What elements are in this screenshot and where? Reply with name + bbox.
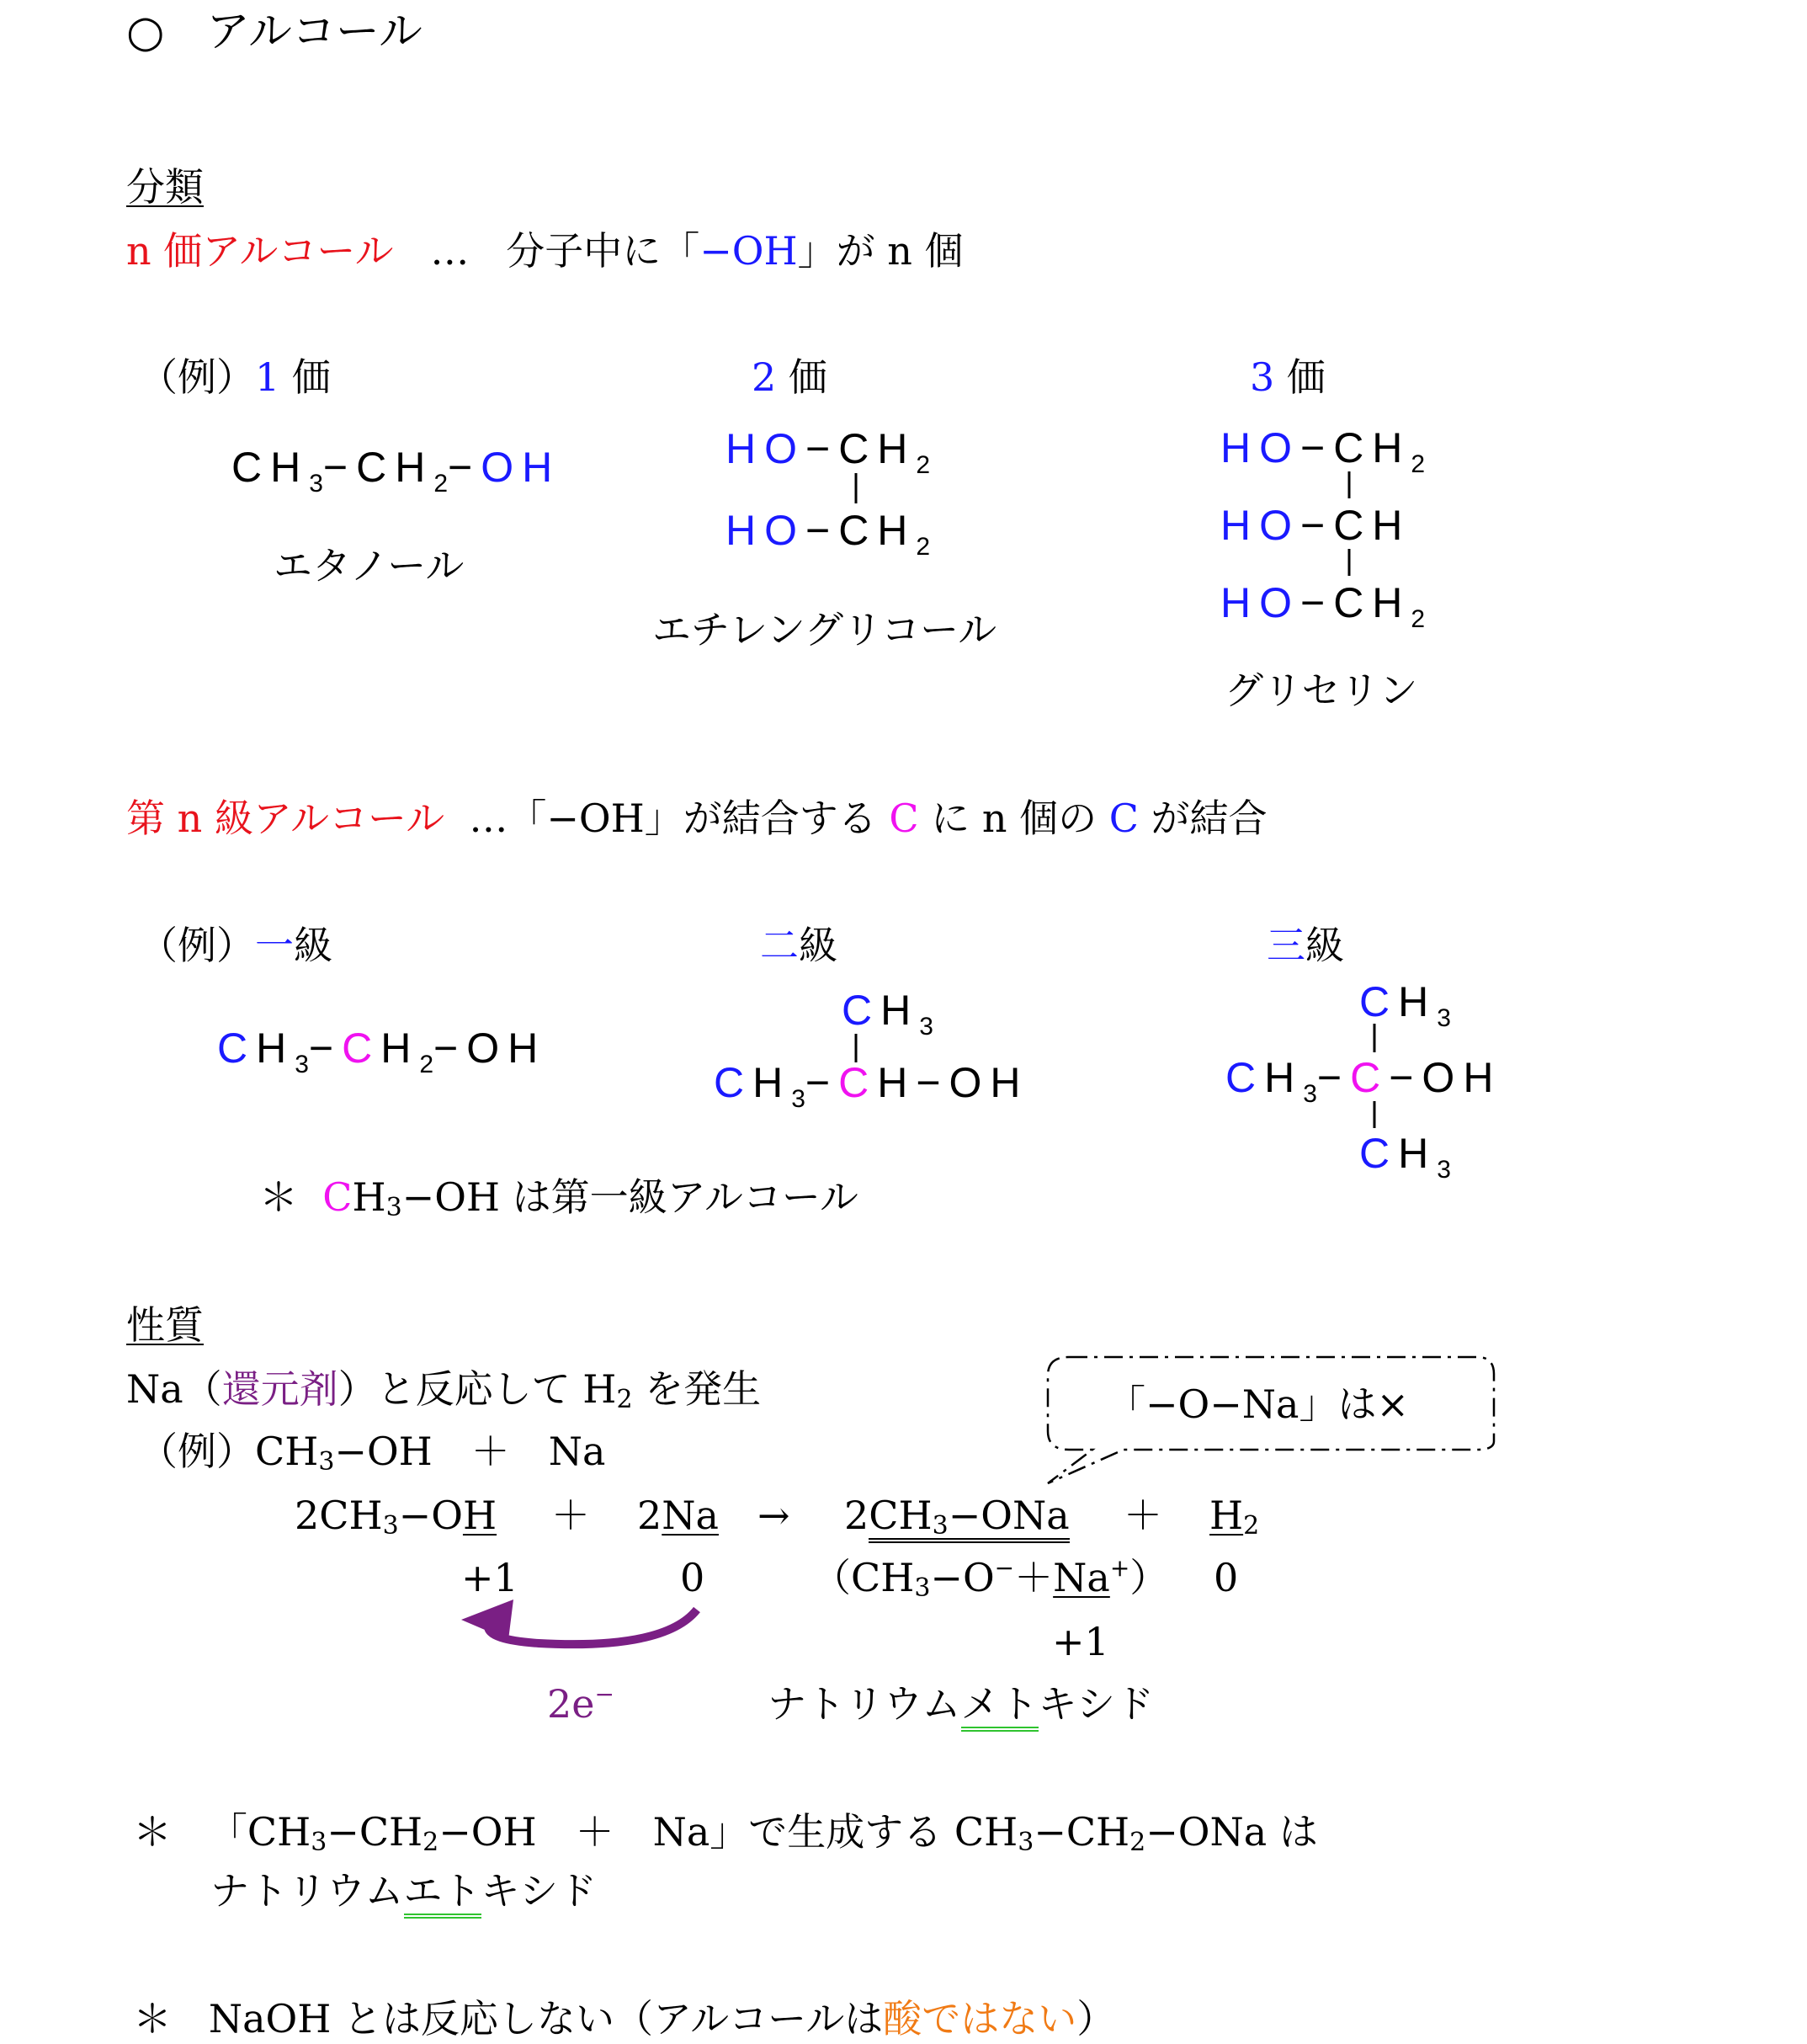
- note1-sub2b: 2: [1129, 1828, 1146, 1857]
- eq-prod-coef: 2: [844, 1493, 869, 1538]
- gly-ch2-3: CH: [1333, 579, 1411, 626]
- ter-bond1: −: [1316, 1054, 1351, 1101]
- electron-arrow: [488, 1610, 697, 1644]
- electrons-text: 2e: [547, 1681, 595, 1727]
- sec-top-c: C: [842, 987, 881, 1034]
- ion-plus: ＋: [1014, 1555, 1054, 1600]
- ter-oh: OH: [1422, 1054, 1502, 1101]
- eq-sub3: 3: [382, 1511, 399, 1541]
- eq-product: [844, 1492, 1070, 1545]
- na-post: を発生: [632, 1366, 762, 1412]
- ter-c1: C: [1225, 1054, 1265, 1101]
- eq-na-coef: 2: [637, 1493, 662, 1538]
- primary-mark: 一: [255, 923, 294, 968]
- note-star: ＊: [259, 1174, 298, 1220]
- ter-top: [1359, 977, 1451, 1034]
- ion-na: Na: [1053, 1555, 1110, 1600]
- valence-unit: 価: [788, 354, 827, 400]
- ion-o: −O: [930, 1555, 995, 1600]
- eq-arrow: →: [757, 1493, 790, 1538]
- eg-bond-2: −: [805, 507, 839, 554]
- note1-end: −ONa は: [1145, 1809, 1318, 1855]
- valence-2: 2: [752, 354, 777, 400]
- title-text: アルコール: [205, 7, 423, 57]
- degree-def-post: が結合: [1138, 796, 1268, 841]
- pri-sub3: 3: [295, 1051, 309, 1078]
- degree-example-primary-label: [139, 922, 332, 969]
- sec-bond2: −: [916, 1059, 949, 1106]
- sec-c1: C: [714, 1059, 753, 1106]
- valence-example-2-label: [752, 354, 827, 401]
- sec-c2: C: [838, 1059, 878, 1106]
- degree-def-pre: …「−OH」が結合する: [469, 796, 890, 841]
- secondary-mark: 二: [760, 923, 799, 968]
- gly-bond-2: −: [1300, 502, 1334, 549]
- valence-term: n 価アルコール: [126, 228, 394, 274]
- note2-post: ）: [1076, 1996, 1116, 2041]
- ter-bottom: [1359, 1128, 1451, 1185]
- eq-na-sym: Na: [662, 1493, 719, 1538]
- ethanol-sub2: 2: [433, 470, 449, 498]
- note1-sub3: 3: [311, 1828, 327, 1857]
- eq-plus-2: ＋: [1124, 1493, 1162, 1538]
- eq-2ch: 2CH: [295, 1493, 383, 1538]
- note1-sub3b: 3: [1018, 1828, 1034, 1857]
- na-reaction-line: [126, 1365, 761, 1419]
- degree-example-secondary-label: [760, 922, 837, 969]
- ethanol-formula: [231, 442, 561, 499]
- ter-main: [1225, 1052, 1501, 1110]
- ion-line: [812, 1554, 1168, 1607]
- ox-h2: 0: [1214, 1555, 1239, 1600]
- pri-sub2: 2: [419, 1051, 434, 1078]
- primary-formula: [217, 1023, 546, 1080]
- tertiary-mark: 三: [1267, 923, 1305, 968]
- note1-mid2: −OH ＋ Na」で生成する CH: [438, 1809, 1018, 1855]
- eq-prod-sub3: 3: [932, 1511, 949, 1541]
- valence-def-post: 」が n 個: [797, 228, 964, 274]
- valence-def-oh: −OH: [699, 228, 798, 274]
- callout-text: 「−O−Na」は×: [1107, 1381, 1410, 1427]
- valence-example-3-label: [1250, 354, 1326, 401]
- eg-ch2-2: CH: [838, 507, 917, 554]
- ex-ch: CH: [255, 1429, 319, 1474]
- gly-row-3: [1220, 578, 1425, 635]
- eq-left: [295, 1492, 497, 1545]
- ex-post: −OH ＋ Na: [334, 1429, 606, 1474]
- gly-ch: CH: [1333, 502, 1411, 549]
- ox-na: 0: [680, 1555, 705, 1600]
- note2-acid: 酸ではない: [883, 1996, 1077, 2041]
- ter-top-sub: 3: [1437, 1004, 1451, 1032]
- classification-heading: 分類: [126, 164, 204, 210]
- eg-row-2: [725, 505, 930, 562]
- na-pre: Na（: [126, 1366, 222, 1412]
- note2-star: ＊: [133, 1996, 172, 2041]
- ter-h3: H: [1264, 1054, 1304, 1101]
- note1-sub2: 2: [423, 1828, 439, 1857]
- note-sub3: 3: [385, 1193, 402, 1222]
- eq-h2: [1209, 1492, 1259, 1545]
- valence-def-pre: 分子中に「: [506, 228, 700, 274]
- ex-sub3: 3: [318, 1447, 335, 1477]
- valence-1: 1: [255, 354, 280, 400]
- note2: [133, 1995, 1115, 2042]
- electrons-sup: −: [594, 1680, 614, 1708]
- sec-sub3: 3: [791, 1085, 805, 1113]
- gly-sub-3: 2: [1411, 605, 1426, 633]
- eq-h: H: [462, 1493, 497, 1538]
- note-c: C: [322, 1174, 353, 1220]
- sec-top-sub: 3: [919, 1013, 933, 1041]
- note1-line2: [210, 1867, 597, 1914]
- properties-heading: 性質: [126, 1302, 204, 1348]
- eq-h2-h: H: [1209, 1493, 1244, 1538]
- ion-open: （CH: [812, 1555, 915, 1600]
- eg-ho-1: HO: [725, 425, 805, 472]
- example-label: （例）: [139, 354, 255, 400]
- pri-oh: OH: [466, 1025, 547, 1072]
- eg-sub-1: 2: [916, 451, 931, 479]
- ethanol-oh: OH: [481, 444, 561, 491]
- ion-close: ）: [1129, 1555, 1169, 1600]
- ion-na-plus: +: [1109, 1554, 1130, 1582]
- pri-h2: H: [380, 1025, 420, 1072]
- gly-bond-3: −: [1300, 579, 1334, 626]
- valence-3: 3: [1250, 354, 1275, 400]
- sec-oh: OH: [949, 1059, 1029, 1106]
- ethoxide-et: エト: [404, 1868, 481, 1919]
- ter-c2: C: [1350, 1054, 1390, 1101]
- methoxide-name: [768, 1680, 1154, 1727]
- page-title: [126, 5, 423, 59]
- valence-dots: …: [430, 228, 470, 274]
- ethanol-ch3: CH: [231, 444, 310, 491]
- eg-row-1: [725, 423, 930, 481]
- note2-pre: NaOH とは反応しない（アルコールは: [208, 1996, 884, 2041]
- eg-sub-2: 2: [916, 533, 931, 561]
- note1-pre: 「CH: [208, 1809, 311, 1855]
- methoxide-post: キシド: [1038, 1681, 1155, 1727]
- note-rest: −OH は第一級アルコール: [401, 1174, 858, 1220]
- ter-bot-c: C: [1359, 1130, 1399, 1177]
- ter-top-c: C: [1359, 978, 1399, 1025]
- gly-ho-1: HO: [1220, 424, 1300, 471]
- degree-term: 第 n 級アルコール: [126, 796, 445, 841]
- degree-definition: [126, 795, 1268, 842]
- ethanol-name: エタノール: [274, 543, 465, 588]
- ter-bot-h: H: [1398, 1130, 1438, 1177]
- sec-top: [842, 985, 933, 1042]
- grade-label: 級: [799, 923, 837, 968]
- eq-na: [637, 1492, 719, 1539]
- eg-name: エチレングリコール: [652, 607, 997, 652]
- eq-h2-sub: 2: [1243, 1511, 1260, 1541]
- methanol-note: [259, 1174, 858, 1227]
- ox-h: +1: [461, 1555, 518, 1600]
- grade-label: 級: [1305, 923, 1344, 968]
- methoxide-me: メト: [961, 1681, 1039, 1732]
- gly-bond-1: −: [1300, 424, 1334, 471]
- eq-prod-underlined: [869, 1493, 1069, 1543]
- degree-def-c1: C: [889, 796, 919, 841]
- eq-prod-ona: −ONa: [948, 1493, 1070, 1538]
- na-mid: ）と反応して H: [337, 1366, 617, 1412]
- degree-def-mid: に n 個の: [918, 796, 1109, 841]
- ion-minus: −: [994, 1554, 1015, 1582]
- eq-prod-ch: CH: [869, 1493, 933, 1538]
- na-example-line: [139, 1428, 605, 1481]
- gly-ch2-1: CH: [1333, 424, 1411, 471]
- valence-unit: 価: [291, 354, 331, 400]
- sec-h3: H: [752, 1059, 792, 1106]
- valence-definition: [126, 227, 964, 274]
- eq-plus-1: ＋: [551, 1493, 590, 1538]
- sec-main: [714, 1057, 1029, 1115]
- ethanol-bond2: −: [448, 444, 481, 491]
- gly-row-1: [1220, 423, 1425, 480]
- eg-bond-1: −: [805, 425, 839, 472]
- eq-o: −O: [398, 1493, 463, 1538]
- gly-ho-2: HO: [1220, 502, 1300, 549]
- ethanol-sub3: 3: [309, 470, 323, 498]
- sec-top-h: H: [880, 987, 920, 1034]
- ter-sub3: 3: [1303, 1080, 1317, 1108]
- ter-top-h: H: [1398, 978, 1438, 1025]
- ethoxide-post: キシド: [481, 1868, 598, 1914]
- degree-def-c2: C: [1108, 796, 1139, 841]
- gly-name: グリセリン: [1225, 668, 1418, 713]
- pri-c1: C: [217, 1025, 257, 1072]
- ethanol-ch2: CH: [356, 444, 434, 491]
- eg-ho-2: HO: [725, 507, 805, 554]
- degree-example-tertiary-label: [1267, 922, 1344, 969]
- example-label: （例）: [139, 923, 255, 968]
- methoxide-pre: ナトリウム: [768, 1681, 961, 1727]
- note-h: H: [352, 1174, 386, 1220]
- na-sub2: 2: [616, 1385, 633, 1414]
- sec-h: H: [877, 1059, 917, 1106]
- note1-line1: [133, 1808, 1318, 1861]
- gly-row-2: [1220, 500, 1411, 551]
- electrons-label: [547, 1680, 614, 1733]
- pri-h3: H: [256, 1025, 295, 1072]
- pri-c2: C: [342, 1025, 381, 1072]
- example-label: （例）: [139, 1429, 255, 1474]
- note1-star: ＊: [133, 1809, 172, 1855]
- gly-sub-1: 2: [1411, 450, 1426, 478]
- valence-unit: 価: [1286, 354, 1326, 400]
- pri-bond1: −: [308, 1025, 343, 1072]
- ter-bot-sub: 3: [1437, 1156, 1451, 1184]
- grade-label: 級: [294, 923, 332, 968]
- ter-bond2: −: [1389, 1054, 1422, 1101]
- sec-bond1: −: [805, 1059, 839, 1106]
- note1-mid3: −CH: [1034, 1809, 1130, 1855]
- ox-na-ion: +1: [1052, 1619, 1109, 1664]
- eg-ch2-1: CH: [838, 425, 917, 472]
- ethoxide-pre: ナトリウム: [210, 1868, 404, 1914]
- valence-example-1-label: [139, 354, 331, 401]
- note1-mid1: −CH: [327, 1809, 423, 1855]
- gly-ho-3: HO: [1220, 579, 1300, 626]
- ion-sub3: 3: [914, 1573, 931, 1603]
- na-reductant: 還元剤: [221, 1366, 338, 1412]
- pri-bond2: −: [433, 1025, 467, 1072]
- ethanol-bond1: −: [322, 444, 357, 491]
- circle-mark: ○: [126, 7, 165, 57]
